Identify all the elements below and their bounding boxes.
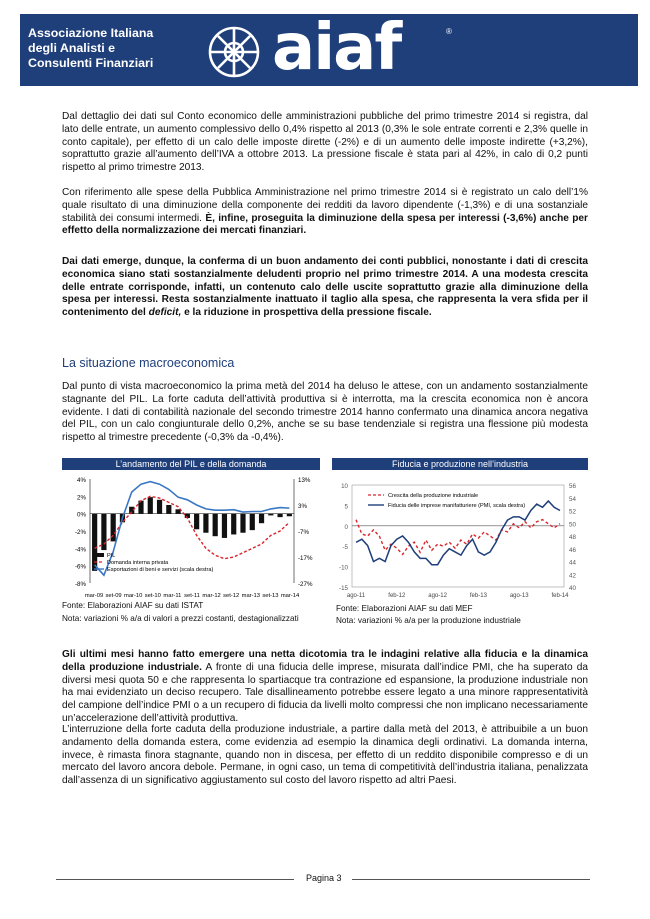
chart-1-pil-bar (148, 497, 153, 513)
chart-2-y-right-tick: 50 (569, 521, 576, 529)
chart-1-x-tick: set-09 (105, 593, 122, 599)
chart-2-y-left-tick: 0 (344, 523, 348, 531)
chart-1-pil-bar (166, 505, 171, 514)
chart-pil-domanda (62, 458, 320, 638)
chart-1-x-tick: mar-10 (124, 593, 143, 599)
chart-1-pil-bar (277, 514, 282, 517)
chart-1-legend-export: Esportazioni di beni e servizi (scala destra) (107, 567, 214, 573)
chart-fiducia-produzione (332, 458, 588, 628)
chart-1-x-tick: mar-12 (202, 593, 221, 599)
chart-2-y-left-tick: 10 (341, 483, 348, 490)
aiaf-wordmark: aiaf (272, 11, 401, 85)
chart-1-x-tick: set-13 (262, 593, 279, 599)
aiaf-emblem-logo (206, 24, 262, 80)
chart-1-y-right-tick: -27% (298, 581, 313, 588)
chart-1-pil-bar (231, 514, 236, 535)
chart-2-x-tick: feb-13 (469, 593, 487, 599)
paragraph-dichotomy (62, 649, 588, 726)
chart-1-legend-swatch-pil (94, 553, 104, 557)
chart-2-x-tick: feb-14 (551, 593, 569, 599)
chart-2-y-right-tick: 42 (569, 572, 576, 580)
chart-1-pil-bar (194, 514, 199, 530)
chart-1-domanda-line (95, 496, 290, 558)
chart-1-x-tick: set-10 (144, 593, 161, 599)
chart-2-y-right-tick: 54 (569, 495, 576, 503)
chart-2-y-right-tick: 48 (569, 534, 576, 541)
chart-2-y-left-tick: -10 (339, 564, 348, 572)
chart-1-y-left-tick: -2% (74, 529, 86, 536)
chart-2-y-left-tick: 5 (344, 503, 348, 511)
paragraph-conclusion-text-a: Dai dati emerge, dunque, la conferma di un buon andamento dei conti pubblici, nonostante i dati di crescita economica siano stati sostanzialmente deludenti proprio nel primo trimestre 2014. A una modesta crescita delle entrate corrisponde, infatti, un contenuto calo delle uscite soprattutto grazie alla diminuzione della spesa per interessi. Resta sostanzialmente inattuato il taglio alla spesa, che rappresenta la vera sfida per il contenimento del (62, 256, 588, 319)
chart-2-x-tick: feb-12 (388, 593, 406, 599)
org-name-line-2: degli Analisti e (28, 41, 115, 55)
chart-2-y-right-tick: 52 (569, 508, 576, 516)
chart-2-plot (332, 471, 588, 611)
chart-1-y-left-tick: -6% (74, 563, 86, 571)
chart-1-x-tick: mar-14 (280, 593, 300, 599)
chart-2-legend-pmi: Fiducia delle imprese manifatturiere (PMI, scala destra) (388, 503, 526, 509)
registered-mark: ® (446, 27, 452, 36)
chart-1-y-right-tick: 3% (298, 503, 307, 510)
org-name-line-1: Associazione Italiana (28, 26, 154, 40)
chart-1-y-left-tick: 4% (77, 477, 86, 484)
chart-2-y-right-tick: 56 (569, 483, 576, 490)
chart-2-y-right-tick: 44 (569, 559, 576, 567)
page-header (20, 11, 638, 86)
organization-name (28, 26, 153, 71)
chart-1-pil-bar (268, 514, 273, 516)
chart-1-x-tick: set-11 (184, 593, 200, 599)
paragraph-dichotomy-text: A fronte di una fiducia delle imprese, misurata dall’indice PMI, che ha superato da diversi mesi quota 50 e che rappresenta lo spartiacque tra contrazione ed espansione, la produzione industriale non ha mai evidenziato un deciso recupero. Tale disallineamento potrebbe essere legato a una minore rappresentatività del campione dell’indice PMI o a un recupero di fiducia da livelli molto compressi che non implicano necessariamente un’accelerazione dell’attività produttiva. (62, 661, 588, 724)
paragraph-expenditures (62, 187, 588, 238)
chart-1-x-tick: set-12 (223, 593, 240, 599)
paragraph-macro: Dal punto di vista macroeconomico la prima metà del 2014 ha deluso le attese, con un andamento sostanzialmente stagnante del PIL. La forte caduta dell’attività produttiva si è interrotta, ma la crescita economica non è ancora evidente. I dati di contabilità nazionale del secondo trimestre 2014 hanno confermato una dinamica ancora negativa del PIL, con un calo congiunturale dello 0,2%, anche se su base tendenziale si registra una flessione più modesta rispetto al trimestre precedente (-0,3% da -0,4%). (62, 381, 588, 444)
section-title: La situazione macroeconomica (62, 356, 235, 370)
chart-1-pil-bar (250, 514, 255, 530)
chart-2-note: Nota: variazioni % a/a per la produzione industriale (336, 616, 521, 625)
chart-2-y-left-tick: -15 (339, 585, 348, 592)
chart-1-x-tick: mar-11 (163, 593, 182, 599)
chart-2-pmi-line (356, 501, 560, 565)
paragraph-expenditures-text: Con riferimento alle spese della Pubblica Amministrazione nel primo trimestre 2014 si è registrato un calo dell’1% quale risultato di una diminuzione della componente dei redditi da lavoro dipendente (-1,3%) e di una sostanziale stabilità dei consumi intermedi. (62, 187, 588, 224)
paragraph-industrial-production: L’interruzione della forte caduta della produzione industriale, a partire dalla metà del 2013, è attribuibile a un buon andamento della domanda estera, come evidenzia ad esempio la dinamica degli ordinativi. La domanda interna, invece, è rimasta finora stagnante, quando non in discesa, per effetto di un reddito disponibile compresso e di un mercato del lavoro ancora debole. Permane, in ogni caso, un tema di competitività dell’industria italiana, penalizzata dall’assenza di un significativo aggiustamento sul costo del lavoro rispetto ad altri Paesi. (62, 724, 588, 787)
chart-2-y-right-tick: 46 (569, 546, 576, 554)
chart-1-pil-bar (240, 514, 245, 533)
chart-1-legend-domanda: Domanda interna privata (107, 560, 169, 566)
chart-2-plot-frame (352, 485, 564, 587)
footer-rule-left (56, 879, 294, 880)
chart-1-x-tick: mar-09 (84, 593, 104, 599)
chart-1-y-left-tick: -8% (74, 581, 86, 588)
chart-2-legend-produzione: Crescita della produzione industriale (388, 493, 479, 499)
chart-1-pil-bar (222, 514, 227, 538)
paragraph-expenditures-bold: È, infine, proseguita la diminuzione della spesa per interessi (-3,6%) anche per effetto della normalizzazione dei mercati finanziari. (62, 212, 588, 237)
chart-1-pil-bar (213, 514, 218, 537)
chart-1-y-left-tick: 0% (77, 511, 86, 519)
paragraph-conclusion (62, 256, 588, 320)
chart-2-source: Fonte: Elaborazioni AIAF su dati MEF (336, 604, 473, 613)
chart-1-note: Nota: variazioni % a/a di valori a prezzi costanti, destagionalizzati (62, 614, 299, 623)
chart-1-title: L’andamento del PIL e della domanda (62, 458, 320, 470)
chart-1-plot (62, 471, 320, 614)
chart-1-pil-bar (203, 514, 208, 533)
chart-1-pil-bar (138, 501, 143, 514)
chart-1-y-left-tick: 2% (77, 494, 86, 502)
chart-1-pil-bar (101, 514, 106, 550)
paragraph-conclusion-italic: deficit, (148, 307, 182, 319)
paragraph-revenues: Dal dettaglio dei dati sul Conto economico delle amministrazioni pubbliche del primo trimestre 2014 si registra, dal lato delle entrate, un aumento complessivo dello 0,4% rispetto al 2013 (0,3% le sole entrate correnti e 2,3% quelle in conto capitale), per effetto di un calo delle imposte dirette (-2%) e di un aumento delle imposte indirette (+3,2%), soprattutto grazie all’aumento dell’IVA a ottobre 2013. La pressione fiscale è stata pari al 42%, in calo di 0,2 punti rispetto al primo trimestre 2013. (62, 111, 588, 174)
chart-1-x-tick: mar-13 (241, 593, 260, 599)
page-number: Pagina 3 (306, 873, 342, 883)
chart-1-source: Fonte: Elaborazioni AIAF su dati ISTAT (62, 601, 204, 610)
footer-rule-right (352, 879, 590, 880)
org-name-line-3: Consulenti Finanziari (28, 56, 154, 70)
chart-1-pil-bar (259, 514, 264, 524)
chart-1-y-right-tick: -7% (298, 529, 310, 536)
chart-1-legend-pil: PIL (107, 553, 116, 559)
chart-2-produzione-line (356, 520, 560, 555)
chart-2-title: Fiducia e produzione nell’industria (332, 458, 588, 470)
chart-2-x-tick: ago-11 (346, 593, 366, 599)
chart-1-y-right-tick: -17% (298, 555, 313, 562)
chart-2-x-tick: ago-13 (509, 593, 529, 599)
chart-1-pil-bar (287, 514, 292, 517)
chart-1-pil-bar (157, 500, 162, 514)
chart-2-x-tick: ago-12 (428, 593, 447, 599)
paragraph-conclusion-text-b: e la riduzione in prospettiva della pressione fiscale. (181, 307, 432, 319)
chart-1-y-right-tick: 13% (298, 477, 311, 484)
chart-2-y-right-tick: 40 (569, 585, 576, 592)
chart-2-y-left-tick: -5 (342, 544, 348, 552)
paragraph-dichotomy-bold: Gli ultimi mesi hanno fatto emergere una netta dicotomia tra le indagini relative alla fiducia e la dinamica della produzione industriale. (62, 649, 588, 673)
chart-1-y-left-tick: -4% (74, 546, 86, 554)
